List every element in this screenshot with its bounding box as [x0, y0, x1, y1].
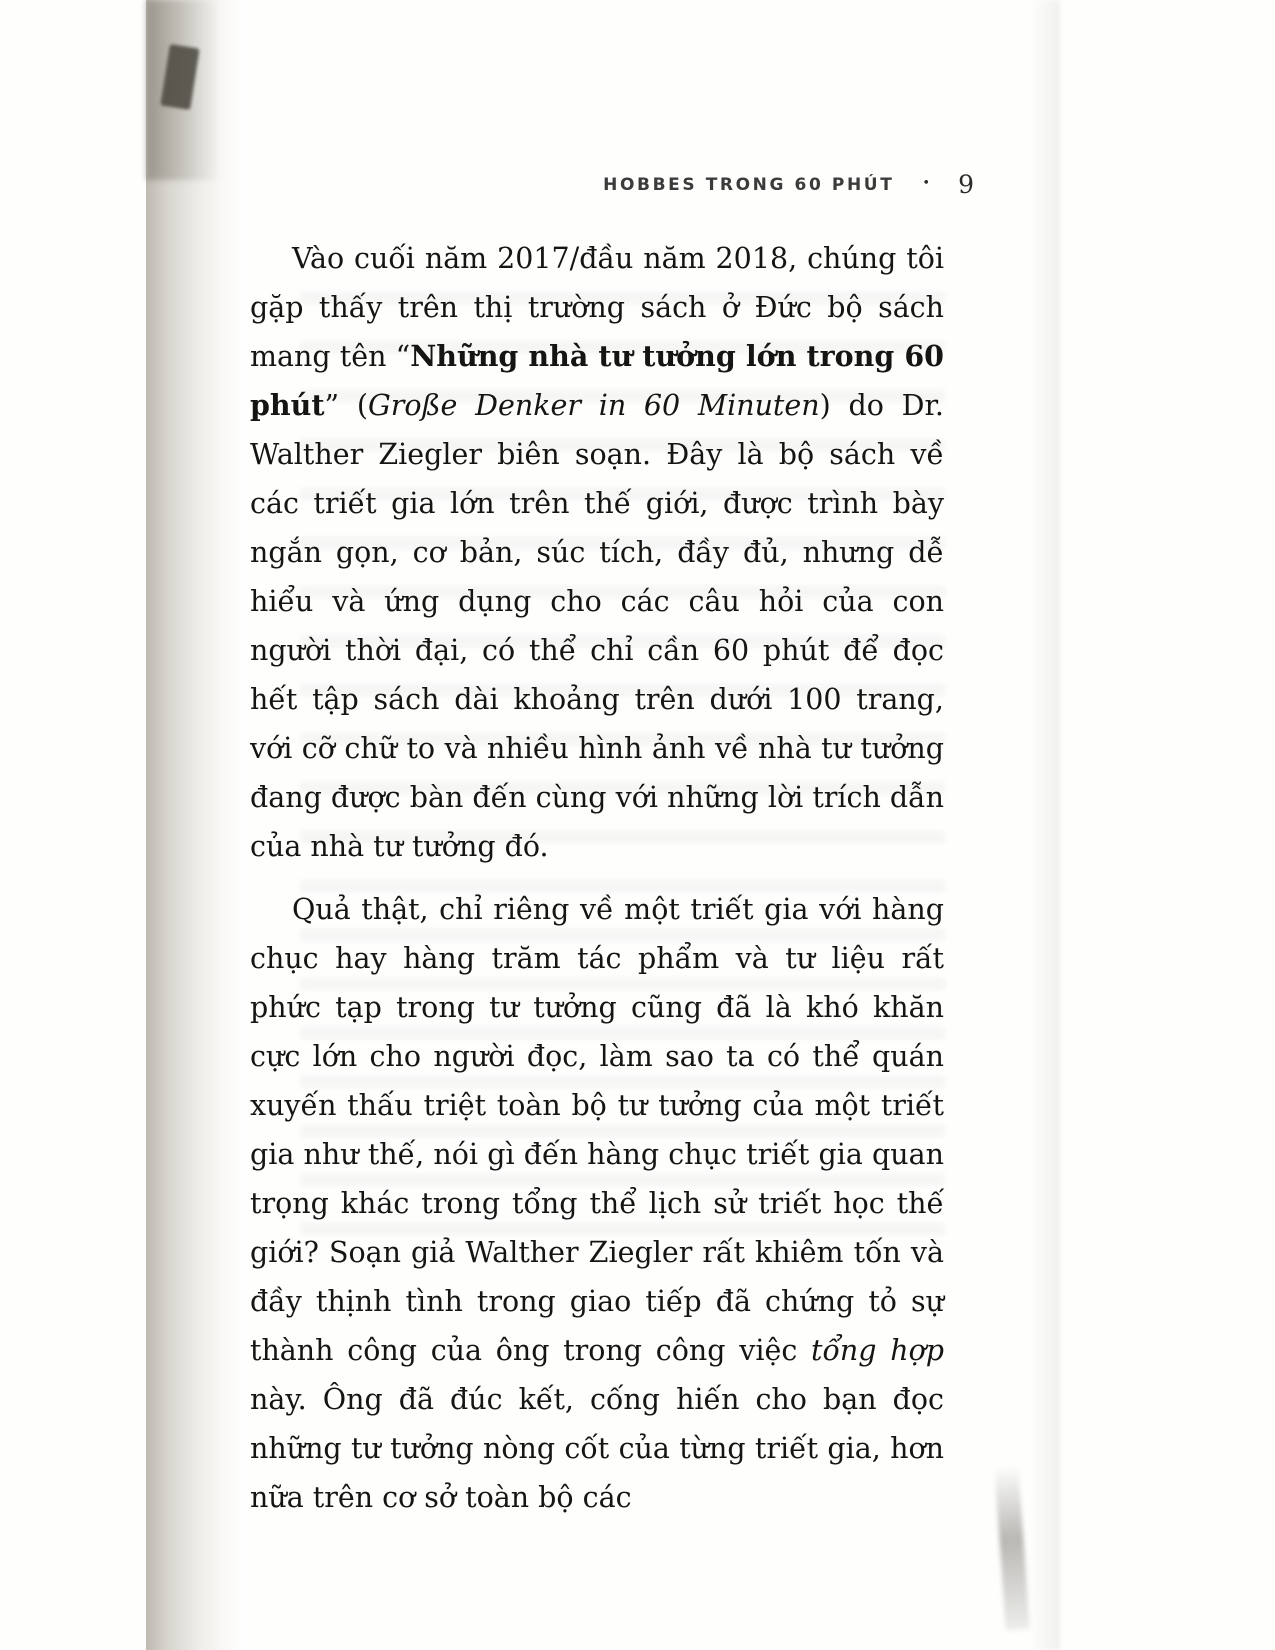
text-segment: ” (: [324, 389, 368, 422]
text-segment: Quả thật, chỉ riêng về một triết gia với hàng chục hay hàng trăm tác phẩm và tư liệu rất phức tạp trong tư tưởng cũng đã là khó khăn cực lớn cho người đọc, làm sao ta có thể quán xuyến thấu triệt toàn bộ tư tưởng của một triết gia như thế, nói gì đến hàng chục triết gia quan trọng khác trong tổng thể lịch sử triết học thế giới? Soạn giả Walther Ziegler rất khiêm tốn và đầy thịnh tình trong giao tiếp đã chứng tỏ sự thành công của ông trong công việc: [250, 893, 944, 1367]
text-segment: ) do Dr. Walther Ziegler biên soạn. Đây là bộ sách về các triết gia lớn trên thế giới, được trình bày ngắn gọn, cơ bản, súc tích, đầy đủ, nhưng dễ hiểu và ứng dụng cho các câu hỏi của con người thời đại, có thể chỉ cần 60 phút để đọc hết tập sách dài khoảng trên dưới 100 trang, với cỡ chữ to và nhiều hình ảnh về nhà tư tưởng đang được bàn đến cùng với những lời trích dẫn của nhà tư tưởng đó.: [250, 389, 944, 863]
text-segment: tổng hợp: [811, 1334, 944, 1367]
text-segment: Große Denker in 60 Minuten: [367, 389, 820, 422]
running-header-title: HOBBES TRONG 60 PHÚT: [603, 174, 895, 195]
page-number: 9: [958, 170, 974, 199]
bullet-separator: •: [922, 176, 931, 191]
text-segment: Những nhà tư tưởng lớn trong 60 phút: [250, 339, 944, 422]
page-bottom-right-shade: [994, 1464, 1029, 1630]
text-segment: Vào cuối năm 2017/đầu năm 2018, chúng tôi gặp thấy trên thị trường sách ở Đức bộ sách mang tên “: [250, 242, 944, 373]
running-header: [250, 170, 974, 199]
page-curve-left-edge: [146, 0, 246, 1650]
page-curve-shadow: [146, 0, 246, 180]
paragraph: [250, 885, 944, 1522]
text-segment: này. Ông đã đúc kết, cống hiến cho bạn đọc những tư tưởng nòng cốt của từng triết gia, hơn nữa trên cơ sở toàn bộ các: [250, 1383, 944, 1514]
page-body: [250, 234, 944, 1522]
page-right-edge-shade: [1030, 0, 1060, 1650]
paragraph: [250, 234, 944, 871]
